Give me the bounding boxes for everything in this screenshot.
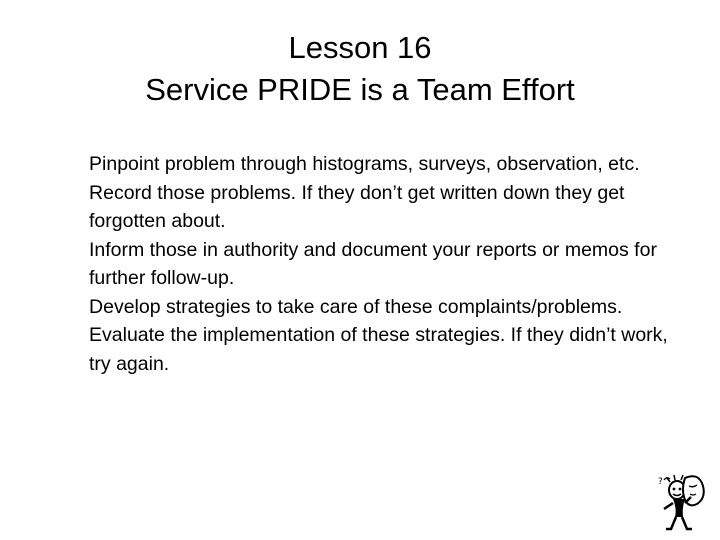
- item-text: ecord those problems. If they don’t get written down they get forgotten about.: [89, 181, 625, 232]
- item-text: nform those in authority and document your reports or memos for further follow-up.: [89, 238, 657, 289]
- pride-list: [89, 150, 689, 378]
- item-initial: E: [89, 324, 103, 346]
- item-text: evelop strategies to take care of these complaints/problems.: [103, 295, 623, 318]
- item-initial: D: [89, 295, 104, 318]
- title-line-2: Service PRIDE is a Team Effort: [145, 72, 575, 107]
- title-line-1: Lesson 16: [288, 30, 432, 65]
- thinking-figure-icon: [655, 470, 705, 534]
- item-text: inpoint problem through histograms, surveys, observation, etc.: [102, 153, 640, 175]
- item-initial: R: [89, 181, 104, 204]
- list-item-d: [89, 293, 689, 322]
- list-item-i: [89, 236, 689, 293]
- item-text: valuate the implementation of these strategies. If they didn’t work, try again.: [89, 324, 668, 375]
- list-item-e: [89, 321, 689, 378]
- svg-text:?: ?: [658, 477, 663, 487]
- list-item-p: [89, 150, 689, 179]
- list-item-r: [89, 179, 689, 236]
- item-initial: P: [89, 153, 103, 175]
- slide-title: [0, 27, 720, 111]
- item-initial: I: [89, 238, 95, 261]
